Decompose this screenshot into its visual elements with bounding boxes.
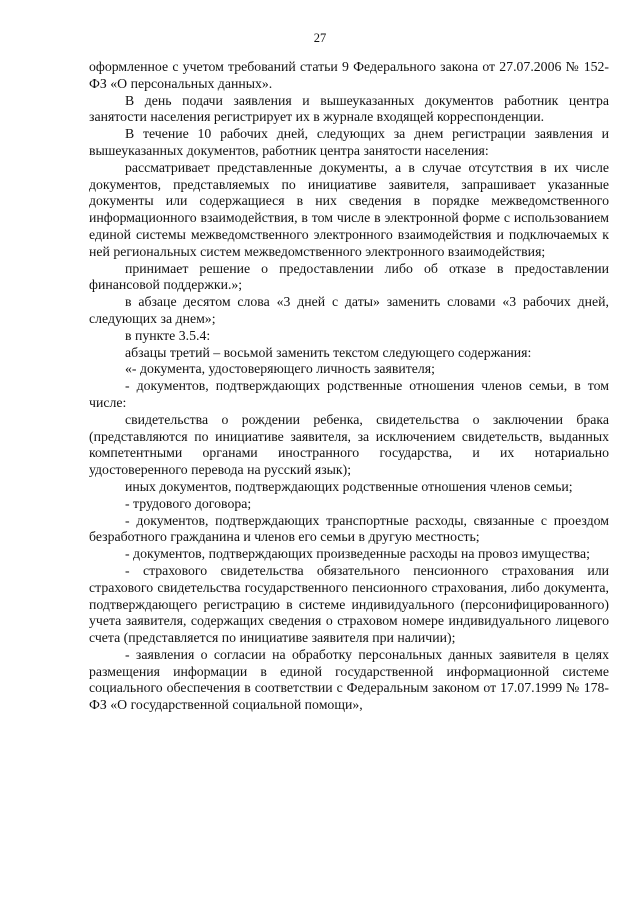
paragraph-13: - трудового договора;: [125, 495, 252, 511]
paragraph-15: - документов, подтверждающих произведенные расходы на провоз имущества;: [125, 546, 590, 562]
paragraph-1: оформленное с учетом требований статьи 9 Федерального закона от 27.07.2006 № 152-ФЗ «О персональных данных».: [89, 59, 609, 91]
paragraph-3: В течение 10 рабочих дней, следующих за днем регистрации заявления и вышеуказанных документов, работник центра занятости населения:: [89, 126, 609, 158]
paragraph-11: свидетельства о рождении ребенка, свидетельства о заключении брака (представляются по инициативе заявителя, за исключением свидетельств, выданных компетентными органами иностранного государства, и их нотариально удостоверенного перевода на русский язык);: [89, 411, 609, 478]
paragraph-17: - заявления о согласии на обработку персональных данных заявителя в целях размещения информации в единой государственной информационной системе социального обеспечения в соответствии с Федеральным законом от 17.07.1999 № 178-ФЗ «О государственной социальной помощи»,: [89, 646, 609, 713]
paragraph-7: в пункте 3.5.4:: [125, 327, 211, 343]
paragraph-14: - документов, подтверждающих транспортные расходы, связанные с проездом безработного гражданина и членов его семьи в другую местность;: [89, 512, 609, 545]
paragraph-10: - документов, подтверждающих родственные отношения членов семьи, в том числе:: [89, 378, 609, 410]
paragraph-12: иных документов, подтверждающих родственные отношения членов семьи;: [125, 478, 573, 494]
paragraph-6: в абзаце десятом слова «3 дней с даты» заменить словами «3 рабочих дней, следующих за днем»;: [89, 294, 609, 326]
paragraph-2: В день подачи заявления и вышеуказанных документов работник центра занятости населения регистрирует их в журнале входящей корреспонденции.: [89, 92, 609, 125]
paragraph-5: принимает решение о предоставлении либо об отказе в предоставлении финансовой поддержки.»;: [89, 260, 609, 293]
body-text: [89, 59, 609, 714]
paragraph-9: «- документа, удостоверяющего личность заявителя;: [125, 361, 435, 377]
paragraph-8: абзацы третий – восьмой заменить текстом следующего содержания:: [125, 344, 532, 360]
paragraph-16: - страхового свидетельства обязательного пенсионного страхования или страхового свидетельства государственного пенсионного страхования, либо документа, подтверждающего регистрацию в системе индивидуального (персонифицированного) учета заявителя, содержащих сведения о страховом номере индивидуального лицевого счета (представляется по инициативе заявителя при наличии);: [89, 562, 609, 646]
page-number: 27: [313, 31, 327, 45]
paragraph-4: рассматривает представленные документы, а в случае отсутствия в их числе документов, представляемых по инициативе заявителя, запрашивает указанные документы или содержащиеся в них сведения в порядке межведомственного информационного взаимодействия, в том числе в электронной форме с использованием единой системы межведомственного электронного взаимодействия и подключаемых к ней региональных систем межведомственного электронного взаимодействия;: [89, 159, 609, 259]
